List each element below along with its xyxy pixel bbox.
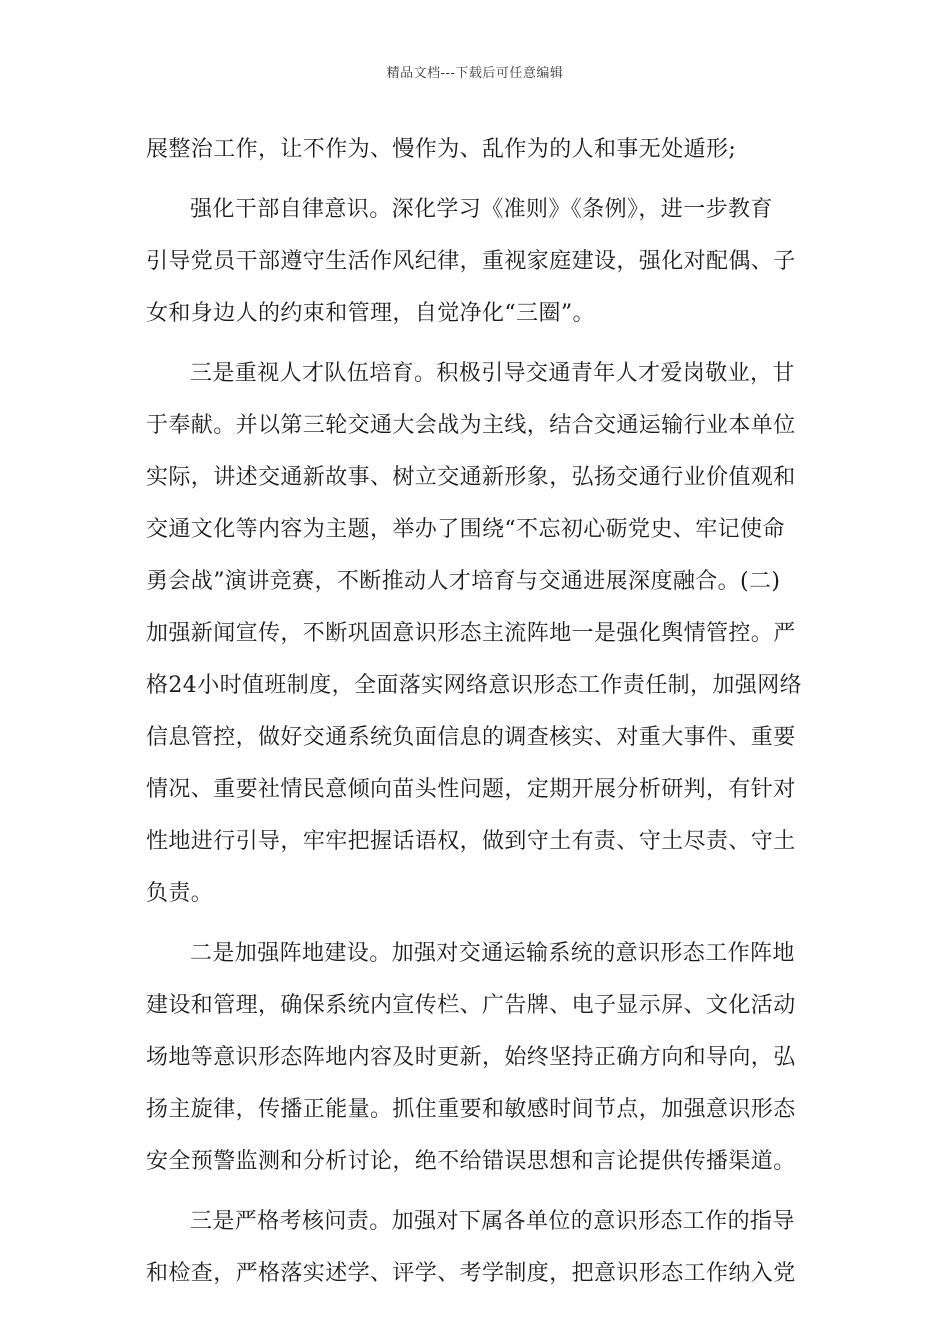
text-line: 情况、重要社情民意倾向苗头性问题，定期开展分析研判，有针对 <box>146 777 796 802</box>
text-line: 性地进行引导，牢牢把握话语权，做到守土有责、守土尽责、守土 <box>146 829 796 854</box>
paragraph-first-line: 三是严格考核问责。加强对下属各单位的意识形态工作的指导 <box>190 1209 795 1234</box>
paragraph-first-line: 强化干部自律意识。深化学习《准则》《条例》，进一步教育 <box>190 197 773 222</box>
text-line: 实际，讲述交通新故事、树立交通新形象，弘扬交通行业价值观和 <box>146 465 796 490</box>
text-line: 建设和管理，确保系统内宣传栏、广告牌、电子显示屏、文化活动 <box>146 993 796 1018</box>
text-line: 勇会战”演讲竞赛，不断推动人才培育与交通进展深度融合。(二) <box>146 569 781 594</box>
text-line: 场地等意识形态阵地内容及时更新，始终坚持正确方向和导向，弘 <box>146 1045 796 1070</box>
text-line: 于奉献。并以第三轮交通大会战为主线，结合交通运输行业本单位 <box>146 413 796 438</box>
text-line: 负责。 <box>146 881 214 906</box>
text-line: 扬主旋律，传播正能量。抓住重要和敏感时间节点，加强意识形态 <box>146 1097 796 1122</box>
text-line: 女和身边人的约束和管理，自觉净化“三圈”。 <box>146 301 595 326</box>
text-line: 引导党员干部遵守生活作风纪律，重视家庭建设，强化对配偶、子 <box>146 249 796 274</box>
text-line: 格24小时值班制度，全面落实网络意识形态工作责任制，加强网络 <box>146 673 802 698</box>
page-header: 精品文档---下载后可任意编辑 <box>386 66 564 81</box>
paragraph-first-line: 二是加强阵地建设。加强对交通运输系统的意识形态工作阵地 <box>190 941 795 966</box>
document-body <box>146 124 806 1300</box>
text-line: 和检查，严格落实述学、评学、考学制度，把意识形态工作纳入党 <box>146 1261 796 1286</box>
text-line: 安全预警监测和分析讨论，绝不给错误思想和言论提供传播渠道。 <box>146 1149 796 1174</box>
paragraph-first-line: 三是重视人才队伍培育。积极引导交通青年人才爱岗敬业，甘 <box>190 361 795 386</box>
text-line: 信息管控，做好交通系统负面信息的调查核实、对重大事件、重要 <box>146 725 796 750</box>
text-line: 展整治工作，让不作为、慢作为、乱作为的人和事无处遁形; <box>146 137 737 162</box>
text-line: 加强新闻宣传，不断巩固意识形态主流阵地一是强化舆情管控。严 <box>146 621 796 646</box>
text-line: 交通文化等内容为主题，举办了围绕“不忘初心砺党史、牢记使命 <box>146 517 785 542</box>
